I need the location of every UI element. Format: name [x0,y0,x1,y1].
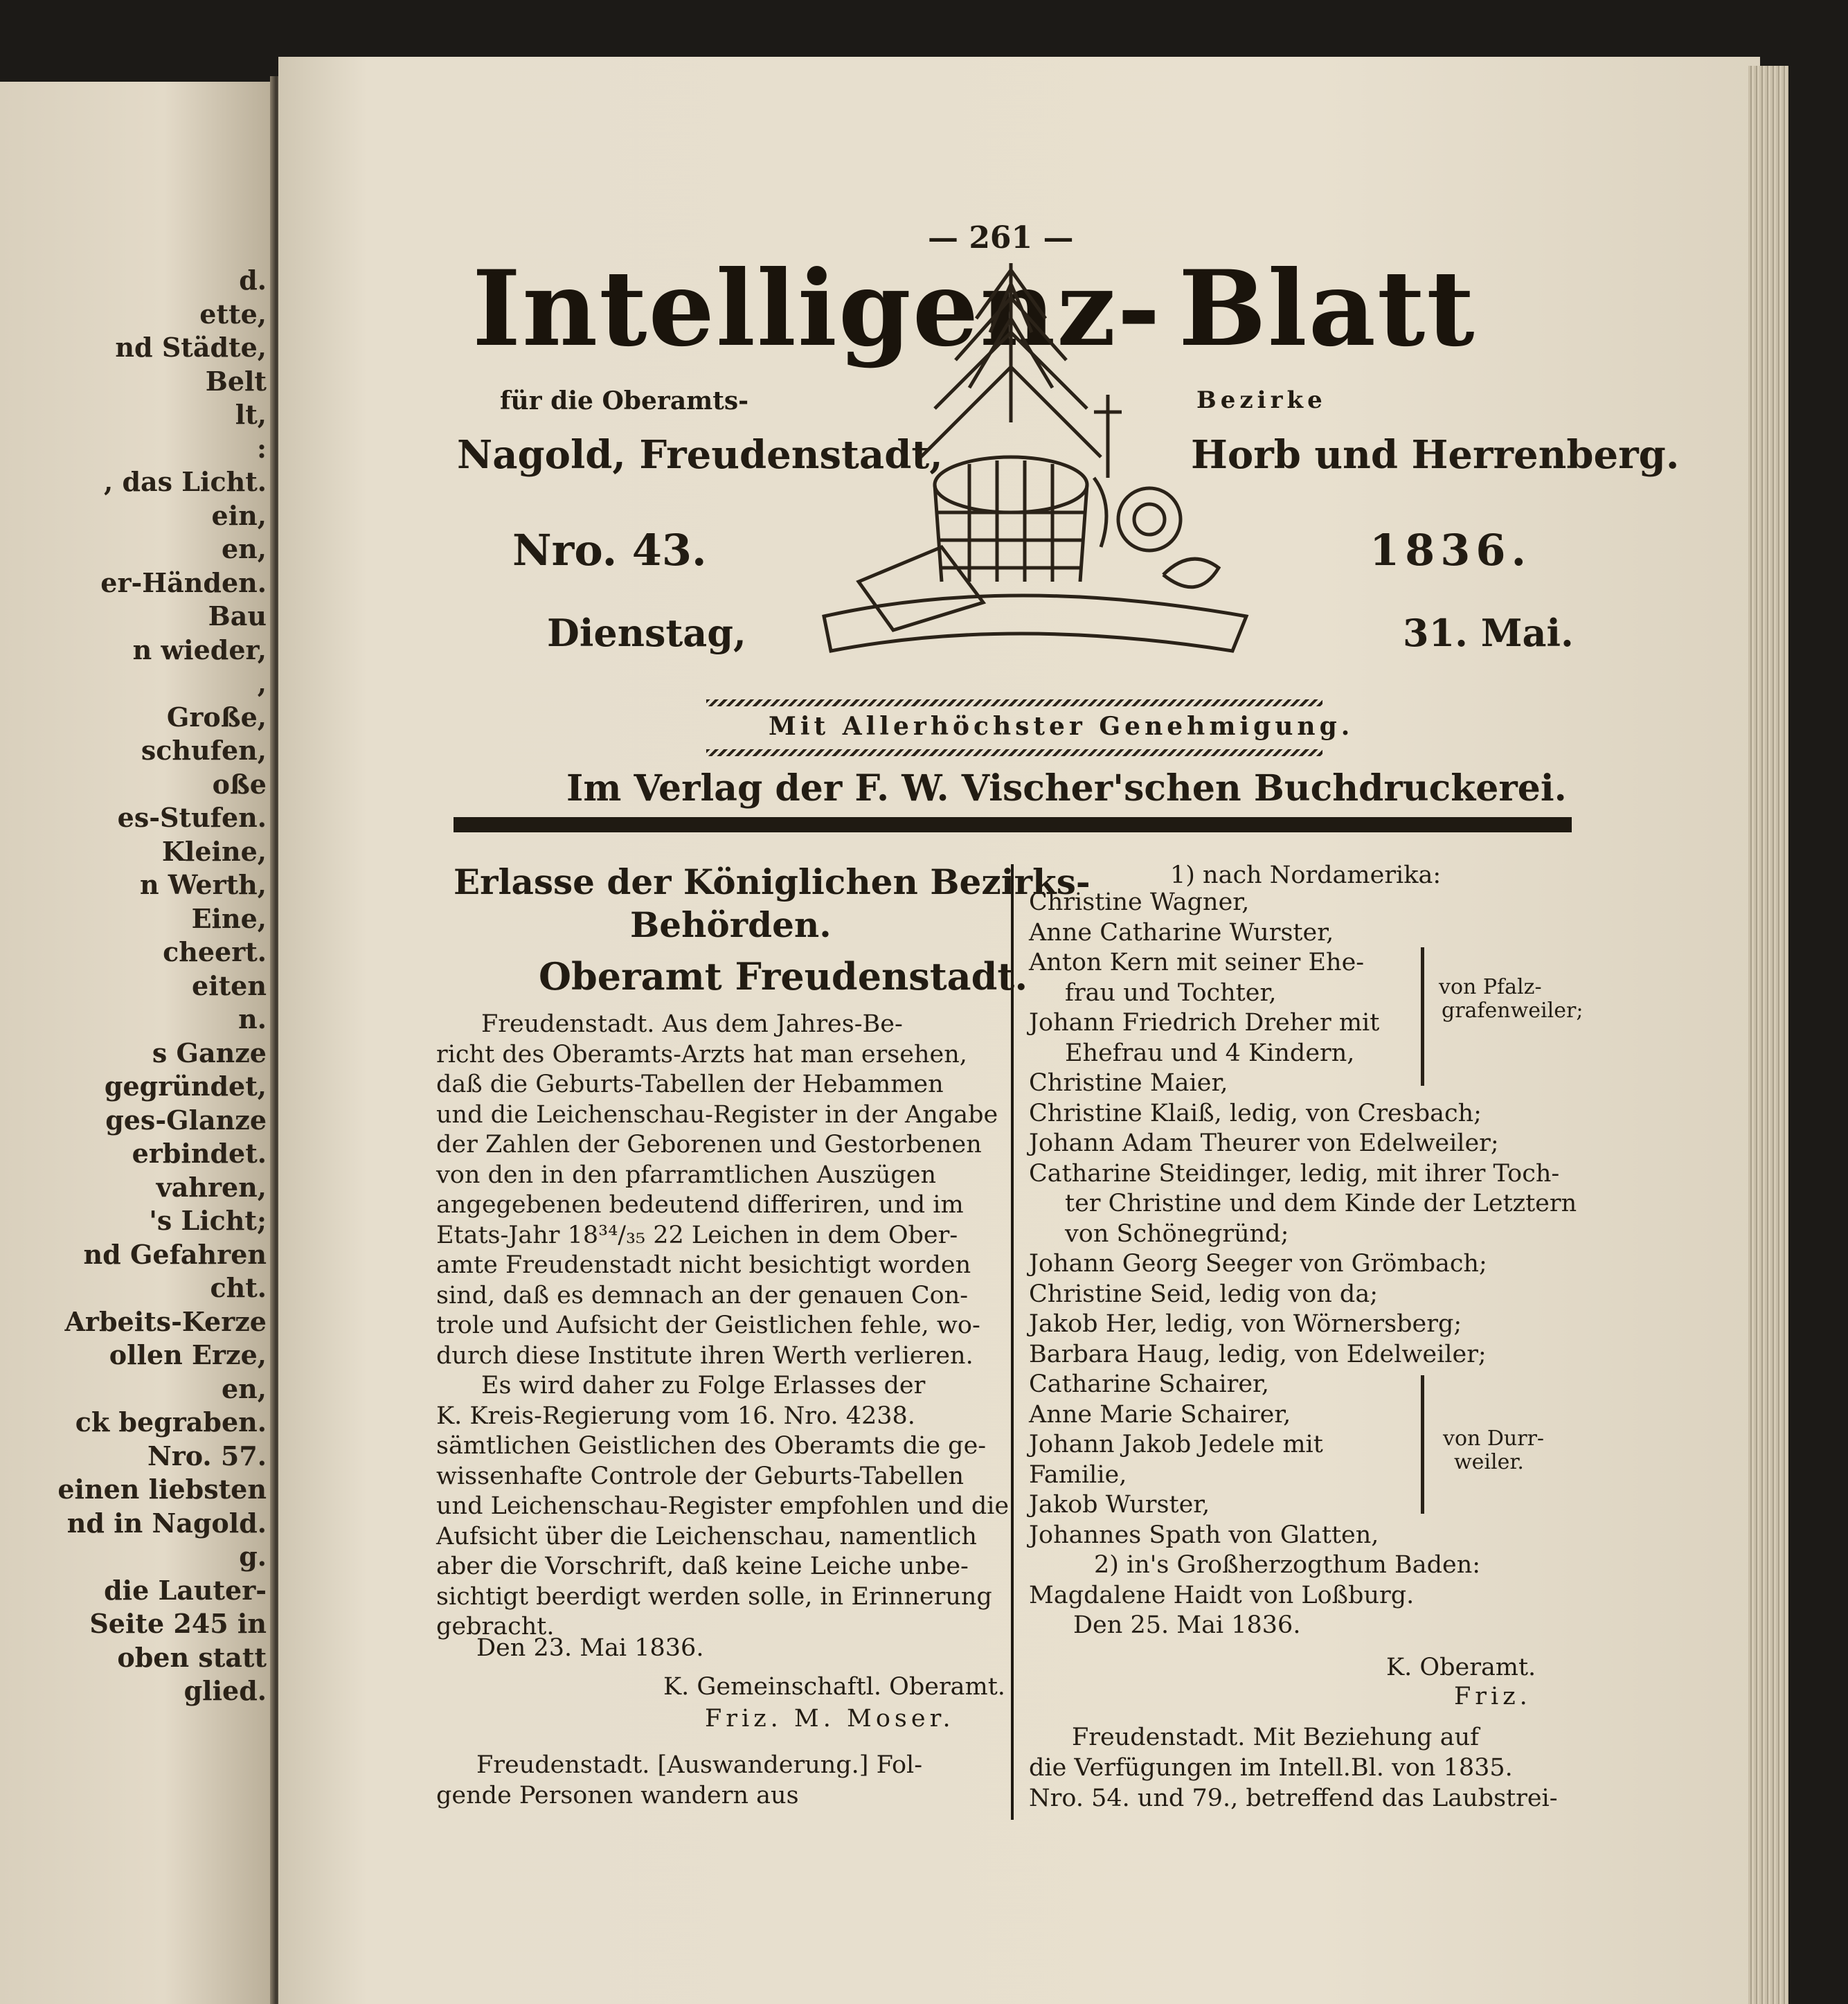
zigzag-rule-top [706,699,1322,706]
left-page-line: Arbeits-Kerze [64,1305,267,1337]
article-line: Etats-Jahr 18³⁴/₃₅ 22 Leichen in dem Ober- [436,1221,958,1249]
left-page-line: Eine, [191,902,267,934]
article-line: von den in den pfarramtlichen Auszügen [436,1161,937,1189]
brace1-label-b: grafenweiler; [1442,999,1584,1023]
left-page-line: ette, [199,298,267,330]
article-line: K. Kreis-Regierung vom 16. Nro. 4238. [436,1402,915,1430]
emigrant-line: 2) in's Großherzogthum Baden: [1094,1551,1481,1579]
left-page-line: es-Stufen. [117,802,267,833]
permission-line: Mit Allerhöchster Genehmigung. [769,712,1354,741]
left-page-line: ck begraben. [75,1406,267,1438]
left-page-line: : [256,432,267,464]
emigrant-line: Christine Seid, ledig von da; [1029,1280,1378,1308]
section-heading: Erlasse der Königlichen Bezirks- [454,861,1091,902]
emigrant-line: Ehefrau und 4 Kindern, [1065,1039,1355,1067]
left-page-line: eiten [192,969,267,1001]
masthead-districts-right: Horb und Herrenberg. [1191,432,1680,478]
brace-pfalzgrafenweiler [1421,947,1424,1086]
publisher-line: Im Verlag der F. W. Vischer'schen Buchdruckerei. [566,767,1567,809]
left-page-line: , [257,668,267,699]
emigrant-line: Catharine Schairer, [1029,1370,1270,1398]
emigrant-line: Christine Klaiß, ledig, von Cresbach; [1029,1099,1482,1127]
brace1-label-a: von Pfalz- [1439,975,1542,999]
page-number: — 261 — [928,220,1074,256]
article-line: wissenhafte Controle der Geburts-Tabellen [436,1462,965,1490]
left-page-line: 's Licht; [149,1205,267,1236]
issue-weekday: Dienstag, [547,611,746,655]
masthead-title-left: Intelligenz- [472,248,1162,370]
article-line: sichtigt beerdigt werden solle, in Erinnerung [436,1582,992,1611]
article-line: Freudenstadt. Aus dem Jahres-Be- [481,1010,903,1038]
left-page-line: n. [238,1003,267,1035]
left-page-line: gegründet, [104,1071,267,1102]
article-line: amte Freudenstadt nicht besichtigt worden [436,1251,971,1279]
emigrant-line: Anton Kern mit seiner Ehe- [1029,949,1365,976]
left-page-line: oben statt [117,1641,267,1673]
emigrant-line: frau und Tochter, [1065,978,1277,1007]
issue-number: Nro. 43. [512,525,707,575]
left-page-line: n Werth, [139,869,267,900]
left-page-line: oße [212,768,267,800]
brace-durrweiler [1421,1375,1424,1514]
emigrant-line: Catharine Steidinger, ledig, mit ihrer Toch- [1029,1159,1560,1188]
column-divider [1011,864,1014,1820]
left-page-line: lt, [235,399,267,430]
emigrant-line: Christine Wagner, [1029,888,1250,916]
left-page-line: ges-Glanze [105,1104,267,1136]
emigrant-line: Johann Georg Seeger von Grömbach; [1029,1250,1487,1278]
article-line: die Verfügungen im Intell.Bl. von 1835. [1029,1754,1513,1782]
right-signature: Friz. [1454,1683,1532,1710]
masthead-subtitle-left: für die Oberamts- [500,386,749,415]
left-page-line: nd Gefahren [83,1238,267,1270]
left-page-line: die Lauter- [104,1574,267,1606]
emigrant-line: Familie, [1029,1460,1127,1489]
article-line: Es wird daher zu Folge Erlasses der [481,1372,926,1399]
emigrant-line: Johann Adam Theurer von Edelweiler; [1029,1129,1499,1157]
article-line: Nro. 54. und 79., betreffend das Laubstrei- [1029,1784,1558,1812]
article-line: richt des Oberamts-Arzts hat man ersehen, [436,1040,967,1068]
left-page-line: vahren, [156,1171,267,1203]
left-page-line: einen liebsten [57,1474,267,1505]
left-page-line: Bau [208,600,267,632]
masthead-districts-left: Nagold, Freudenstadt, [457,432,943,478]
article-line: Freudenstadt. Mit Beziehung auf [1072,1724,1480,1751]
article-line: durch diese Institute ihren Werth verlieren. [436,1341,974,1370]
left-page-line: nd in Nagold. [66,1507,267,1539]
emigrant-line: Johannes Spath von Glatten, [1029,1521,1379,1549]
emigrant-line: Christine Maier, [1029,1069,1228,1097]
emigrant-line: Den 25. Mai 1836. [1073,1611,1301,1639]
emigrant-line: Anne Catharine Wurster, [1029,918,1334,947]
left-page-line: Nro. 57. [147,1440,267,1471]
article-line: der Zahlen der Geborenen und Gestorbenen [436,1131,982,1158]
left-page-line: Kleine, [161,835,267,867]
left-page-line: s Ganze [152,1037,267,1068]
page-edges [1748,66,1788,2004]
article-line: aber die Vorschrift, daß keine Leiche unbe- [436,1553,969,1580]
article-line: daß die Geburts-Tabellen der Hebammen [436,1071,944,1098]
left-page-line: d. [239,265,267,296]
left-page-line: erbindet. [132,1138,267,1169]
emigrant-line: Jakob Wurster, [1029,1491,1210,1519]
article-line: trole und Aufsicht der Geistlichen fehle, wo- [436,1312,980,1339]
masthead-subtitle-right: Bezirke [1196,386,1327,414]
section-heading-continued: Behörden. [630,904,832,945]
left-page-line: Große, [166,701,267,733]
emigrant-line: Johann Friedrich Dreher mit [1029,1009,1380,1037]
left-page-line: Seite 245 in [89,1608,267,1639]
brace2-label-b: weiler. [1454,1450,1524,1474]
emigrant-line: Johann Jakob Jedele mit [1029,1431,1323,1458]
left-page-line: Belt [205,365,267,397]
article-line: Aufsicht über die Leichenschau, namentlich [436,1522,977,1550]
brace2-label-a: von Durr- [1443,1426,1545,1451]
left-date-line: Den 23. Mai 1836. [476,1634,704,1662]
left-page-line: g. [239,1541,267,1572]
emigrant-line: Jakob Her, ledig, von Wörnersberg; [1029,1310,1462,1338]
article-line: sind, daß es demnach an der genauen Con- [436,1281,969,1309]
article-line: angegebenen bedeutend differiren, und im [436,1191,964,1219]
left-page-line: en, [221,533,267,564]
left-page-line: , das Licht. [104,466,267,497]
emigrant-line: Barbara Haug, ledig, von Edelweiler; [1029,1340,1487,1368]
left-page-line: ein, [211,499,267,531]
article-line: gebracht. [436,1613,555,1640]
left-page-line: schufen, [141,735,267,766]
destination-heading: 1) nach Nordamerika: [1170,861,1442,889]
masthead-emblem-illustration [803,256,1260,672]
emigrant-line: ter Christine und dem Kinde der Letztern [1065,1190,1577,1217]
left-page-line: cheert. [163,936,267,967]
left-page-line: er-Händen. [100,566,267,598]
left-page-line: ollen Erze, [109,1339,267,1370]
emigrant-line: Magdalene Haidt von Loßburg. [1029,1581,1415,1609]
article-line: sämtlichen Geistlichen des Oberamts die ge- [436,1432,987,1460]
emigrant-line: Anne Marie Schairer, [1029,1400,1291,1429]
left-signature: Friz. M. Moser. [705,1705,955,1733]
left-page-line: en, [221,1372,267,1404]
masthead-title-right: Blatt [1178,248,1476,370]
zigzag-rule-bottom [706,749,1322,756]
article-line: Freudenstadt. [Auswanderung.] Fol- [476,1751,923,1779]
issue-year: 1836. [1370,525,1532,575]
left-page-line: glied. [183,1675,267,1706]
issue-date: 31. Mai. [1403,611,1574,655]
article-line: gende Personen wandern aus [436,1782,799,1809]
article-line: und die Leichenschau-Register in der Angabe [436,1100,998,1129]
header-thick-rule [454,817,1572,832]
left-page-line: n wieder, [132,634,267,665]
office-heading: Oberamt Freudenstadt. [539,954,1028,999]
left-office-line: K. Gemeinschaftl. Oberamt. [663,1673,1005,1701]
right-office-line: K. Oberamt. [1386,1654,1536,1681]
left-page-line: nd Städte, [115,332,267,363]
left-page-line: cht. [210,1272,267,1303]
emigrant-line: von Schönegründ; [1065,1219,1289,1248]
article-line: und Leichenschau-Register empfohlen und die [436,1492,1010,1520]
